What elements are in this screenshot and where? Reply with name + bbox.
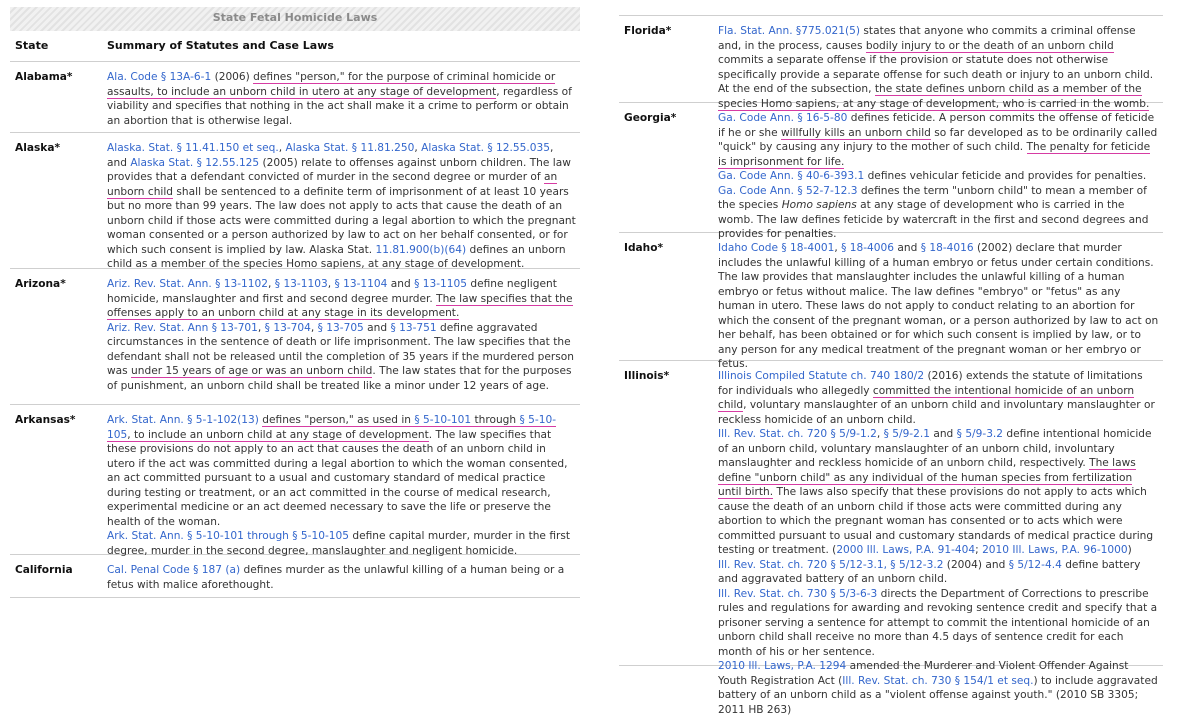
statute-link[interactable]: § 5-10-101	[414, 414, 472, 426]
table-row-california	[10, 555, 580, 598]
summary-text: and	[929, 428, 957, 440]
summary-cell	[107, 70, 580, 132]
table-row-florida	[619, 16, 1163, 110]
summary-text: ,	[310, 321, 318, 334]
summary-text: and	[363, 321, 391, 334]
summary-text: and	[894, 242, 921, 254]
summary-cell	[718, 24, 1163, 110]
state-name: Alaska*	[15, 142, 61, 154]
statute-link[interactable]: Cal. Penal Code § 187 (a)	[107, 564, 241, 576]
highlight-underline: the state defines unborn child as a member of the species Homo sapiens, at any stage of development, who is carried in the womb.	[718, 83, 1150, 110]
summary-text: defines vehicular feticide and provides for penalties.	[864, 170, 1147, 182]
header-state: State	[15, 38, 49, 52]
table-row-arizona	[10, 269, 580, 405]
summary-text: , voluntary manslaughter of an unborn child and involuntary manslaughter or reckless homicide of an unborn child.	[718, 399, 1155, 426]
highlight-underline: defines "person," as used in	[262, 414, 415, 426]
statute-link[interactable]: Alaska. Stat. § 11.41.150 et seq.	[107, 142, 279, 154]
highlight-underline: The law specifies that the offenses apply to an unborn child at any stage in its development.	[107, 292, 573, 319]
summary-text: defines murder as the unlawful killing of a human being or a fetus with malice aforethought.	[107, 564, 565, 591]
table-row-arkansas	[10, 405, 580, 555]
summary-text: defines feticide. A person commits the offense of feticide if he or she	[718, 112, 1155, 139]
summary-text: states that anyone who commits a criminal offense and, in the process, causes	[718, 25, 1136, 52]
highlight-underline: The laws define "unborn child" as any individual of the human species from fertilization until birth.	[718, 457, 1136, 498]
summary-text: so far developed as to be ordinarily called "quick" by causing any injury to the mother of such child.	[718, 126, 1158, 153]
state-name: Arkansas*	[15, 414, 76, 426]
highlight-underline: willfully kills an unborn child	[780, 126, 931, 139]
summary-text: ,	[327, 278, 335, 290]
highlight-underline: an unborn child	[107, 171, 558, 198]
state-name: California	[15, 564, 73, 576]
statute-link[interactable]: Ill. Rev. Stat. ch. 730 § 5/3-6-3	[718, 587, 878, 600]
top-rule	[619, 0, 1163, 16]
right-table-panel	[619, 0, 1163, 716]
statute-link[interactable]: Ga. Code Ann. § 40-6-393.1	[718, 170, 865, 182]
highlight-underline: , to include an unborn child at any stage of development	[127, 428, 429, 441]
state-name: Arizona*	[15, 278, 66, 290]
statute-link[interactable]: § 13-1105	[414, 278, 468, 290]
statute-link[interactable]: 2010 Ill. Laws, P.A. 1294	[718, 660, 847, 672]
summary-text: define negligent homicide, manslaughter and first and second degree murder.	[107, 278, 557, 305]
summary-cell	[107, 141, 580, 268]
summary-text: )	[1127, 544, 1132, 556]
summary-text: (2005) relate to offenses against unborn children. The law provides that a defendant convicted of murder in the second degree or murder of	[107, 156, 571, 183]
statute-link[interactable]: Ill. Rev. Stat. ch. 730 § 154/1 et seq.	[842, 674, 1034, 687]
header-summary: Summary of Statutes and Case Laws	[107, 38, 334, 52]
summary-text: (2006)	[211, 71, 254, 83]
summary-text: ,	[834, 242, 842, 254]
statute-link[interactable]: § 18-4016	[920, 242, 974, 254]
summary-text: , regardless of viability and specifies that nothing in the act shall make it a crime to perform or obtain an abortion that is otherwise legal.	[107, 85, 572, 127]
summary-text: commits a separate offense if the provision or statute does not otherwise specifically provide a separate offense for such death or injury to an unborn child. At the end of the subsection,	[718, 54, 1154, 95]
statute-link[interactable]: § 13-1104	[334, 278, 388, 290]
summary-text: ;	[975, 544, 983, 556]
summary-cell	[107, 563, 580, 597]
summary-text: amended the Murderer and Violent Offender Against Youth Registration Act (	[718, 660, 1129, 687]
statute-link[interactable]: Ark. Stat. Ann. § 5-10-101 through § 5-10-105	[107, 530, 350, 542]
statute-link[interactable]: § 13-705	[317, 321, 364, 334]
summary-text: define battery and aggravated battery of an unborn child.	[718, 558, 1141, 585]
statute-link[interactable]: § 13-751	[390, 321, 437, 334]
summary-text: ,	[257, 321, 265, 334]
statute-link[interactable]: Ariz. Rev. Stat. Ann § 13-701	[107, 321, 258, 334]
state-name: Alabama*	[15, 71, 73, 83]
summary-text: (2016) extends the statute of limitations for individuals who allegedly	[718, 370, 1143, 397]
summary-cell	[718, 369, 1163, 716]
statute-link[interactable]: § 13-704	[264, 321, 311, 334]
summary-text: ,	[876, 428, 884, 440]
summary-text: . The law states that for the purposes of punishment, an unborn child shall be treated like a minor under 12 years of age.	[107, 365, 572, 392]
summary-cell	[107, 413, 580, 557]
statute-link[interactable]: 2000 Ill. Laws, P.A. 91-404	[836, 544, 976, 556]
highlight-underline: under 15 years of age or was an unborn child	[131, 365, 373, 377]
summary-text: , and	[107, 142, 554, 169]
summary-text: defines an unborn child as a member of the species Homo sapiens, at any stage of development.	[107, 243, 566, 270]
statute-link[interactable]: Fla. Stat. Ann. §775.021(5)	[718, 25, 861, 37]
statute-link[interactable]: Ark. Stat. Ann. § 5-1-102(13)	[107, 414, 259, 426]
statute-link[interactable]: Ariz. Rev. Stat. Ann. § 13-1102	[107, 278, 269, 290]
statute-link[interactable]: § 5/9-2.1	[883, 428, 930, 440]
summary-text: ) to include aggravated battery of an unborn child as a "violent offense against youth." (2010 SB 3305; 2011 HB 263)	[718, 674, 1158, 716]
statute-link[interactable]: 11.81.900(b)(64)	[375, 243, 467, 256]
summary-cell	[107, 277, 580, 404]
statute-link[interactable]: § 5/12-4.4	[1008, 558, 1062, 571]
highlight-underline: defines "person," for the purpose of criminal homicide or assaults, to include an unborn child in utero at any stage of development	[107, 71, 556, 98]
summary-text: at any stage of development who is carried in the womb. The law defines feticide by watercraft in the first and second degrees and provides for penalties.	[718, 199, 1149, 240]
statute-link[interactable]: Ala. Code § 13A-6-1	[107, 71, 212, 83]
table-row-alabama	[10, 62, 580, 133]
summary-text: define capital murder, murder in the first degree, murder in the second degree, manslaughter and negligent homicide.	[107, 530, 571, 557]
statute-link[interactable]: Illinois Compiled Statute ch. 740 180/2	[718, 370, 925, 382]
summary-text: . The law specifies that these provisions do not apply to an act that causes the death of an unborn child in utero if the act was committed during a legal abortion to which the woman consented, an act committed pursuant to a usual and customary standard of medical practice during testing or treatment, or an act committed in the course of medical research, experimental medicine or an act deemed necessary to save the life or preserve the health of the woman.	[107, 428, 568, 528]
left-table-panel	[10, 0, 580, 598]
summary-cell	[718, 241, 1163, 370]
summary-cell	[718, 111, 1163, 240]
statute-link[interactable]: § 5-10-105	[107, 414, 557, 441]
state-name: Georgia*	[624, 112, 677, 124]
statute-link[interactable]: Alaska Stat. § 12.55.035	[421, 142, 550, 154]
statute-link[interactable]: Ga. Code Ann. § 52-7-12.3	[718, 184, 858, 197]
summary-text: ,	[268, 278, 275, 290]
statute-link[interactable]: Ill. Rev. Stat. ch. 720 § 5/9-1.2	[718, 428, 877, 440]
statute-link[interactable]: Alaska Stat. § 11.81.250	[285, 142, 415, 154]
summary-text: ,	[414, 142, 422, 154]
statute-link[interactable]: § 5/9-3.2	[956, 428, 1004, 440]
summary-text: The laws also specify that these provisions do not apply to acts which cause the death of an unborn child if those acts were committed during any abortion to which the pregnant woman has consented or to acts which were committed pursuant to usual and customary standards of medical practice during testing or treatment. (	[718, 486, 1154, 556]
summary-text: (2004) and	[943, 558, 1009, 571]
summary-text: directs the Department of Corrections to prescribe rules and regulations for awarding and revoking sentence credit and specify that a prisoner serving a sentence for attempt to commit the intentional homicide of an unborn child shall receive no more than 4.5 days of sentence credit for each month of his or her sentence.	[718, 587, 1158, 658]
summary-text: shall be sentenced to a definite term of imprisonment of at least 10 years but no more than 99 years. The law does not apply to acts that cause the death of an unborn child if those acts were committed during a legal abortion to which the pregnant woman consented or a person authorized by law to act on her behalf consented, or for which such consent is implied by law. Alaska Stat.	[107, 185, 576, 256]
summary-text: define intentional homicide of an unborn child, voluntary manslaughter of an unborn child, involuntary manslaughter and reckless homicide of an unborn child, respectively.	[718, 428, 1152, 469]
table-row-idaho	[619, 233, 1163, 370]
table-header	[10, 31, 580, 62]
table-row-georgia	[619, 103, 1163, 240]
statute-link[interactable]: § 18-4006	[841, 242, 895, 254]
summary-text: (2002) declare that murder includes the unlawful killing of a human embryo or fetus under certain conditions. The law provides that manslaughter includes the unlawful killing of a human embryo or fetus without malice. The law defines "embryo" or "fetus" as any human in utero. These laws do not apply to conduct relating to an abortion for which the consent of the pregnant woman, or a person authorized by law to act on her behalf, has been obtained or for which such consent is implied by law, or to any person for any medical treatment of the pregnant woman or her embryo or fetus.	[718, 242, 1159, 370]
summary-text: define aggravated circumstances in the sentence of death or life imprisonment. The law specifies that the defendant shall not be released until the completion of 35 years if the murdered person was	[107, 321, 574, 377]
highlight-underline: through	[471, 414, 520, 426]
statute-link[interactable]: Ill. Rev. Stat. ch. 720 § 5/12-3.1, § 5/12-3.2	[718, 558, 944, 571]
highlight-underline: committed the intentional homicide of an unborn child	[718, 384, 1135, 411]
statute-link[interactable]: § 13-1103	[274, 278, 328, 290]
state-name: Illinois*	[624, 370, 670, 382]
table-row-illinois	[619, 361, 1163, 716]
state-name: Florida*	[624, 25, 672, 37]
statute-link[interactable]: 2010 Ill. Laws, P.A. 96-1000	[982, 544, 1128, 556]
statute-link[interactable]: Alaska Stat. § 12.55.125	[130, 156, 260, 169]
summary-text: defines the term "unborn child" to mean a member of the species	[718, 184, 1147, 211]
species-italic: Homo sapiens	[781, 199, 857, 211]
summary-text: ,	[278, 142, 286, 154]
statute-link[interactable]: Idaho Code § 18-4001	[718, 242, 835, 254]
highlight-underline: bodily injury to or the death of an unborn child	[865, 39, 1114, 52]
table-title: State Fetal Homicide Laws	[10, 7, 580, 31]
summary-text: and	[387, 278, 415, 290]
statute-link[interactable]: Ga. Code Ann. § 16-5-80	[718, 112, 848, 124]
highlight-underline: The penalty for feticide is imprisonment for life.	[718, 141, 1151, 168]
state-name: Idaho*	[624, 242, 664, 254]
table-row-alaska	[10, 133, 580, 269]
